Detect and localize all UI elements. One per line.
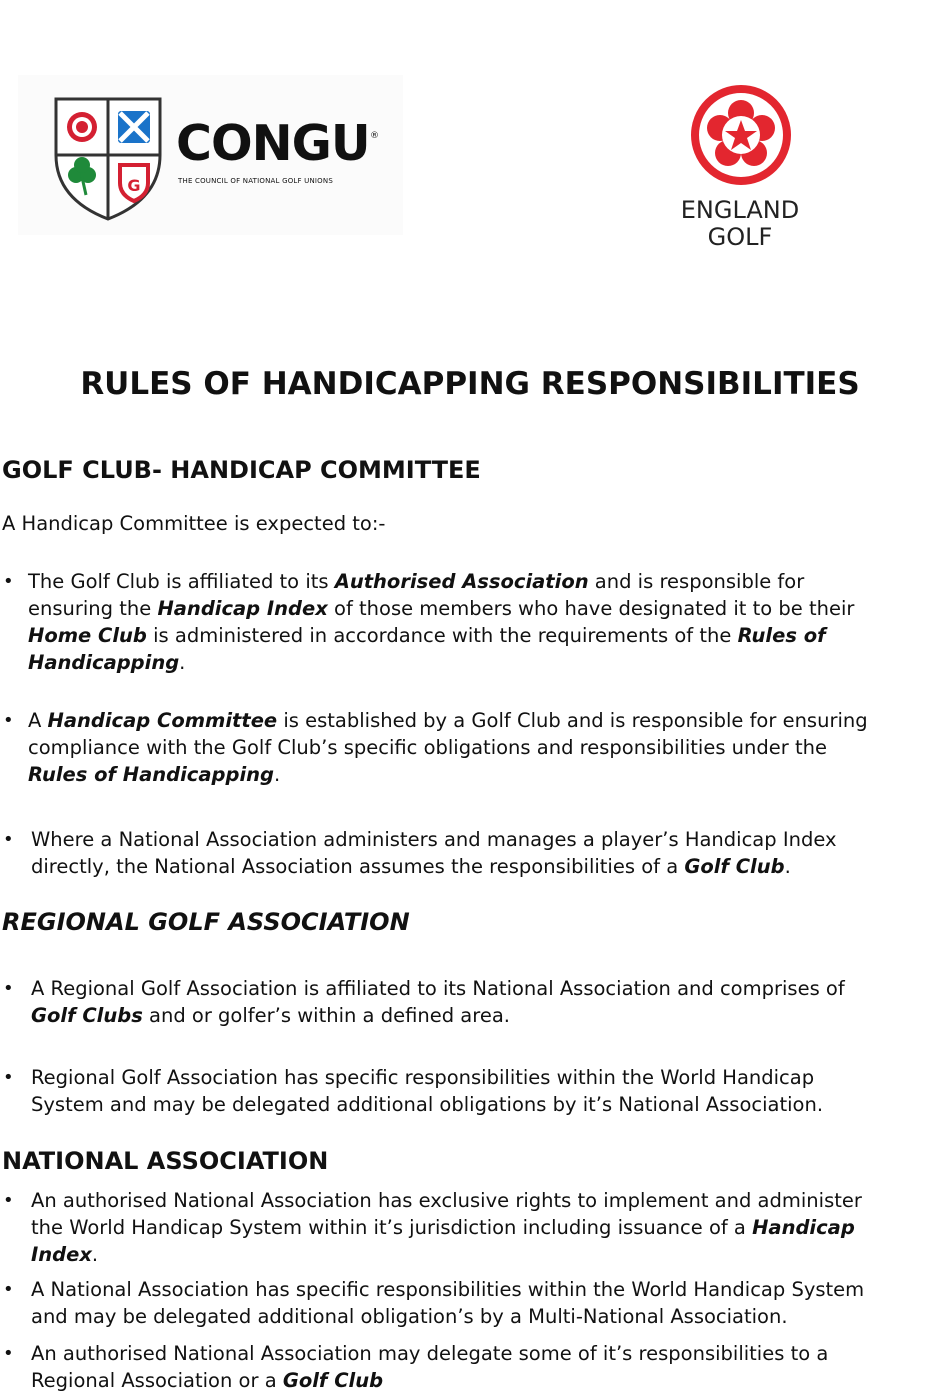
bullet-icon: • — [3, 1190, 14, 1211]
congu-wordmark: CONGU — [176, 115, 370, 172]
bullet-icon: • — [3, 710, 14, 731]
list-item-text: A National Association has specific responsibilities within the World Handicap System and may be delegated additional obligation’s by a Multi-National Association. — [31, 1278, 865, 1328]
heading-national: NATIONAL ASSOCIATION — [2, 1147, 329, 1175]
list-item-text: An authorised National Association may delegate some of it’s responsibilities to a Regional Association or a Golf Club — [31, 1342, 829, 1392]
congu-logo — [18, 75, 403, 235]
bullet-icon: • — [3, 978, 14, 999]
svg-text:G: G — [127, 176, 141, 195]
congu-shield-icon — [52, 95, 164, 223]
list-item-text: A Handicap Committee is established by a Golf Club and is responsible for ensuring compliance with the Golf Club’s specific obligations and responsibilities under the Rules of Handicapping. — [28, 709, 868, 786]
list-item-text: Regional Golf Association has specific responsibilities within the World Handicap System and may be delegated additional obligations by it’s National Association. — [31, 1066, 824, 1116]
england-golf-line2: GOLF — [707, 223, 773, 251]
england-golf-line1: ENGLAND — [680, 196, 800, 224]
list-item-text: A Regional Golf Association is affiliated to its National Association and comprises of Golf Clubs and or golfer’s within a defined area. — [31, 977, 845, 1027]
golf-club-intro: A Handicap Committee is expected to:- — [2, 512, 386, 535]
bullet-icon: • — [3, 1343, 14, 1364]
bullet-icon: • — [3, 829, 14, 850]
congu-subtitle: THE COUNCIL OF NATIONAL GOLF UNIONS — [178, 177, 333, 185]
list-item-text: An authorised National Association has exclusive rights to implement and administer the World Handicap System within it’s jurisdiction including issuance of a Handicap Index. — [31, 1189, 862, 1266]
heading-golf-club: GOLF CLUB- HANDICAP COMMITTEE — [2, 456, 481, 484]
registered-mark: ® — [370, 131, 379, 141]
list-item-text: Where a National Association administers and manages a player’s Handicap Index directly, the National Association assumes the responsibilities of a Golf Club. — [31, 828, 837, 878]
heading-regional: REGIONAL GOLF ASSOCIATION — [2, 908, 410, 936]
tudor-rose-icon — [691, 85, 791, 185]
bullet-icon: • — [3, 571, 14, 592]
list-item-text: The Golf Club is affiliated to its Authorised Association and is responsible for ensuring the Handicap Index of those members who have designated it to be their Home Club is administered in accordance with the requirements of the Rules of Handicapping. — [28, 570, 855, 674]
page-title: RULES OF HANDICAPPING RESPONSIBILITIES — [80, 366, 860, 402]
bullet-icon: • — [3, 1279, 14, 1300]
bullet-icon: • — [3, 1067, 14, 1088]
england-golf-logo — [655, 80, 825, 255]
